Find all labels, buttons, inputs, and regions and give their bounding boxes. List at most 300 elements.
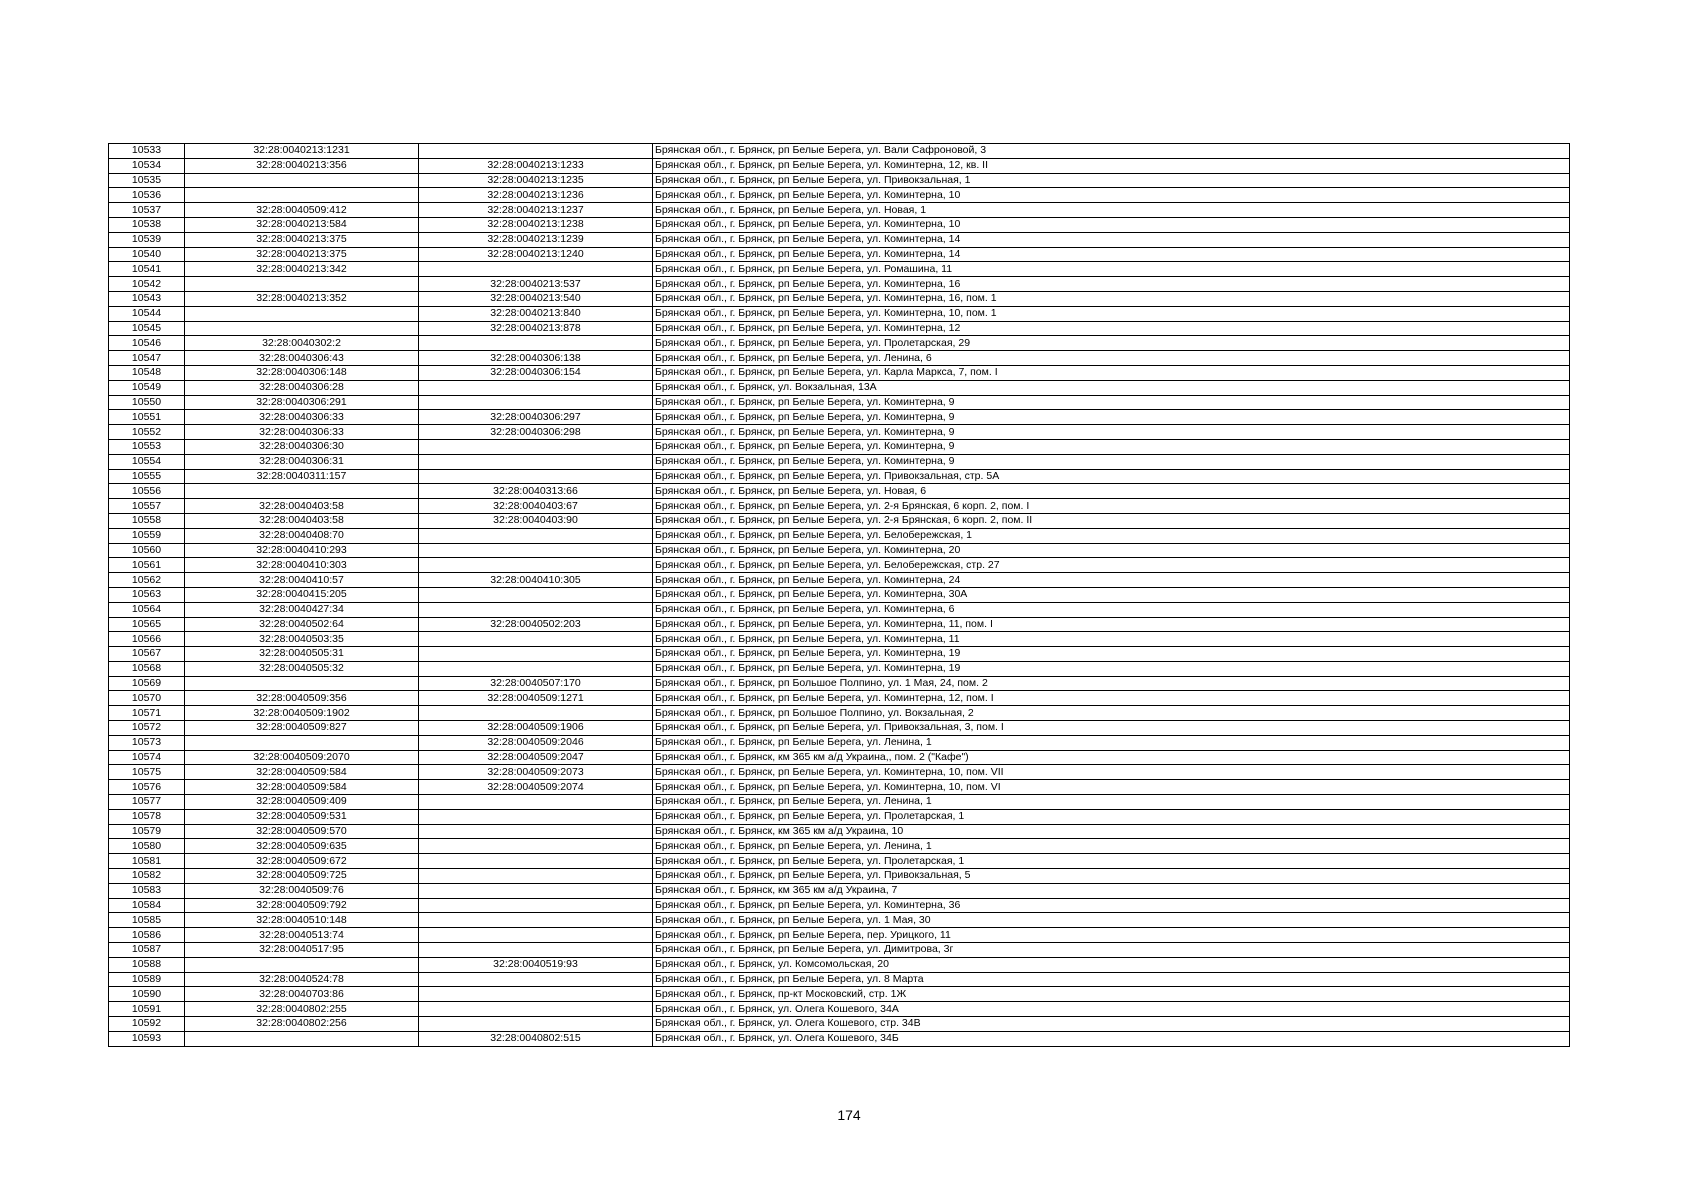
table-row — [109, 854, 1570, 869]
row-number-cell: 10533 — [109, 144, 185, 159]
address-cell: Брянская обл., г. Брянск, рп Белые Берега, ул. 1 Мая, 30 — [653, 913, 1570, 928]
address-cell: Брянская обл., г. Брянск, рп Белые Берега, ул. Димитрова, 3г — [653, 943, 1570, 958]
object-cadastral-number-cell: 32:28:0040213:540 — [419, 291, 653, 306]
object-cadastral-number-cell — [419, 943, 653, 958]
table-row — [109, 928, 1570, 943]
object-cadastral-number-cell — [419, 647, 653, 662]
row-number-cell: 10566 — [109, 632, 185, 647]
table-row — [109, 543, 1570, 558]
table-row — [109, 883, 1570, 898]
cadastral-number-cell: 32:28:0040802:256 — [185, 1017, 419, 1032]
address-cell: Брянская обл., г. Брянск, рп Белые Берега, ул. Коминтерна, 30А — [653, 587, 1570, 602]
address-cell: Брянская обл., г. Брянск, рп Белые Берега, ул. Коминтерна, 12 — [653, 321, 1570, 336]
table-row — [109, 351, 1570, 366]
table-row — [109, 291, 1570, 306]
cadastral-number-cell: 32:28:0040703:86 — [185, 987, 419, 1002]
cadastral-number-cell — [185, 1031, 419, 1046]
row-number-cell: 10546 — [109, 336, 185, 351]
row-number-cell: 10574 — [109, 750, 185, 765]
table-row — [109, 262, 1570, 277]
row-number-cell: 10561 — [109, 558, 185, 573]
table-row — [109, 780, 1570, 795]
object-cadastral-number-cell — [419, 913, 653, 928]
address-cell: Брянская обл., г. Брянск, рп Белые Берега, ул. Коминтерна, 6 — [653, 602, 1570, 617]
address-cell: Брянская обл., г. Брянск, рп Белые Берега, ул. Ромашина, 11 — [653, 262, 1570, 277]
address-cell: Брянская обл., г. Брянск, рп Белые Берега, ул. Коминтерна, 20 — [653, 543, 1570, 558]
cadastral-number-cell: 32:28:0040503:35 — [185, 632, 419, 647]
object-cadastral-number-cell: 32:28:0040802:515 — [419, 1031, 653, 1046]
address-cell: Брянская обл., г. Брянск, рп Белые Берега, ул. Ленина, 1 — [653, 795, 1570, 810]
address-cell: Брянская обл., г. Брянск, рп Белые Берега, ул. Коминтерна, 16 — [653, 277, 1570, 292]
address-cell: Брянская обл., г. Брянск, рп Белые Берега, ул. Коминтерна, 9 — [653, 439, 1570, 454]
cadastral-number-cell: 32:28:0040213:375 — [185, 247, 419, 262]
cadastral-number-cell: 32:28:0040505:32 — [185, 661, 419, 676]
object-cadastral-number-cell: 32:28:0040213:1233 — [419, 158, 653, 173]
table-row — [109, 765, 1570, 780]
address-cell: Брянская обл., г. Брянск, пр-кт Московский, стр. 1Ж — [653, 987, 1570, 1002]
object-cadastral-number-cell — [419, 795, 653, 810]
row-number-cell: 10570 — [109, 691, 185, 706]
object-cadastral-number-cell: 32:28:0040213:1239 — [419, 232, 653, 247]
cadastral-number-cell: 32:28:0040410:303 — [185, 558, 419, 573]
registry-table-body — [109, 144, 1570, 1047]
cadastral-number-cell: 32:28:0040509:827 — [185, 721, 419, 736]
cadastral-number-cell: 32:28:0040410:57 — [185, 573, 419, 588]
address-cell: Брянская обл., г. Брянск, ул. Олега Кошевого, 34Б — [653, 1031, 1570, 1046]
row-number-cell: 10543 — [109, 291, 185, 306]
cadastral-number-cell: 32:28:0040505:31 — [185, 647, 419, 662]
row-number-cell: 10541 — [109, 262, 185, 277]
cadastral-number-cell: 32:28:0040306:28 — [185, 380, 419, 395]
address-cell: Брянская обл., г. Брянск, рп Белые Берега, ул. Новая, 1 — [653, 203, 1570, 218]
table-row — [109, 735, 1570, 750]
table-row — [109, 217, 1570, 232]
row-number-cell: 10589 — [109, 972, 185, 987]
table-row — [109, 957, 1570, 972]
cadastral-number-cell: 32:28:0040509:584 — [185, 780, 419, 795]
address-cell: Брянская обл., г. Брянск, рп Белые Берега, ул. Коминтерна, 9 — [653, 395, 1570, 410]
cadastral-number-cell: 32:28:0040509:531 — [185, 809, 419, 824]
row-number-cell: 10577 — [109, 795, 185, 810]
cadastral-number-cell: 32:28:0040306:43 — [185, 351, 419, 366]
cadastral-number-cell — [185, 277, 419, 292]
object-cadastral-number-cell: 32:28:0040306:138 — [419, 351, 653, 366]
object-cadastral-number-cell: 32:28:0040507:170 — [419, 676, 653, 691]
table-row — [109, 676, 1570, 691]
cadastral-number-cell: 32:28:0040403:58 — [185, 513, 419, 528]
address-cell: Брянская обл., г. Брянск, рп Белые Берега, ул. Коминтерна, 11, пом. I — [653, 617, 1570, 632]
table-row — [109, 173, 1570, 188]
cadastral-number-cell — [185, 306, 419, 321]
address-cell: Брянская обл., г. Брянск, рп Белые Берега, ул. Ленина, 6 — [653, 351, 1570, 366]
row-number-cell: 10552 — [109, 425, 185, 440]
cadastral-number-cell — [185, 735, 419, 750]
cadastral-number-cell: 32:28:0040302:2 — [185, 336, 419, 351]
table-row — [109, 587, 1570, 602]
row-number-cell: 10544 — [109, 306, 185, 321]
table-row — [109, 809, 1570, 824]
cadastral-number-cell: 32:28:0040213:1231 — [185, 144, 419, 159]
row-number-cell: 10555 — [109, 469, 185, 484]
cadastral-number-cell: 32:28:0040306:148 — [185, 365, 419, 380]
object-cadastral-number-cell — [419, 587, 653, 602]
table-row — [109, 869, 1570, 884]
address-cell: Брянская обл., г. Брянск, рп Белые Берега, ул. Карла Маркса, 7, пом. I — [653, 365, 1570, 380]
object-cadastral-number-cell — [419, 883, 653, 898]
table-row — [109, 632, 1570, 647]
object-cadastral-number-cell — [419, 809, 653, 824]
row-number-cell: 10564 — [109, 602, 185, 617]
address-cell: Брянская обл., г. Брянск, рп Белые Берега, ул. Коминтерна, 9 — [653, 425, 1570, 440]
table-row — [109, 617, 1570, 632]
table-row — [109, 410, 1570, 425]
row-number-cell: 10558 — [109, 513, 185, 528]
cadastral-number-cell: 32:28:0040517:95 — [185, 943, 419, 958]
address-cell: Брянская обл., г. Брянск, рп Белые Берега, ул. Коминтерна, 10 — [653, 217, 1570, 232]
table-row — [109, 661, 1570, 676]
table-row — [109, 232, 1570, 247]
object-cadastral-number-cell — [419, 928, 653, 943]
table-row — [109, 558, 1570, 573]
address-cell: Брянская обл., г. Брянск, рп Белые Берега, ул. Коминтерна, 10 — [653, 188, 1570, 203]
object-cadastral-number-cell — [419, 854, 653, 869]
object-cadastral-number-cell — [419, 439, 653, 454]
object-cadastral-number-cell: 32:28:0040306:154 — [419, 365, 653, 380]
address-cell: Брянская обл., г. Брянск, рп Белые Берега, ул. Пролетарская, 1 — [653, 809, 1570, 824]
row-number-cell: 10568 — [109, 661, 185, 676]
table-row — [109, 602, 1570, 617]
table-row — [109, 750, 1570, 765]
row-number-cell: 10551 — [109, 410, 185, 425]
row-number-cell: 10536 — [109, 188, 185, 203]
cadastral-number-cell: 32:28:0040213:352 — [185, 291, 419, 306]
address-cell: Брянская обл., г. Брянск, рп Белые Берега, ул. Новая, 6 — [653, 484, 1570, 499]
object-cadastral-number-cell — [419, 262, 653, 277]
object-cadastral-number-cell: 32:28:0040213:537 — [419, 277, 653, 292]
cadastral-number-cell — [185, 188, 419, 203]
address-cell: Брянская обл., г. Брянск, рп Белые Берега, пер. Урицкого, 11 — [653, 928, 1570, 943]
object-cadastral-number-cell — [419, 987, 653, 1002]
table-row — [109, 188, 1570, 203]
object-cadastral-number-cell — [419, 144, 653, 159]
object-cadastral-number-cell — [419, 543, 653, 558]
cadastral-number-cell: 32:28:0040509:76 — [185, 883, 419, 898]
cadastral-number-cell: 32:28:0040509:725 — [185, 869, 419, 884]
row-number-cell: 10584 — [109, 898, 185, 913]
cadastral-number-cell: 32:28:0040306:33 — [185, 410, 419, 425]
object-cadastral-number-cell — [419, 824, 653, 839]
object-cadastral-number-cell — [419, 972, 653, 987]
table-row — [109, 203, 1570, 218]
address-cell: Брянская обл., г. Брянск, рп Белые Берега, ул. Коминтерна, 19 — [653, 647, 1570, 662]
table-row — [109, 277, 1570, 292]
cadastral-number-cell: 32:28:0040213:584 — [185, 217, 419, 232]
object-cadastral-number-cell: 32:28:0040410:305 — [419, 573, 653, 588]
address-cell: Брянская обл., г. Брянск, км 365 км а/д Украина, 7 — [653, 883, 1570, 898]
cadastral-number-cell: 32:28:0040403:58 — [185, 499, 419, 514]
object-cadastral-number-cell: 32:28:0040502:203 — [419, 617, 653, 632]
object-cadastral-number-cell — [419, 869, 653, 884]
cadastral-number-cell: 32:28:0040509:635 — [185, 839, 419, 854]
table-row — [109, 795, 1570, 810]
address-cell: Брянская обл., г. Брянск, рп Белые Берега, ул. Коминтерна, 36 — [653, 898, 1570, 913]
row-number-cell: 10557 — [109, 499, 185, 514]
table-row — [109, 247, 1570, 262]
address-cell: Брянская обл., г. Брянск, рп Белые Берега, ул. Коминтерна, 9 — [653, 410, 1570, 425]
object-cadastral-number-cell: 32:28:0040213:840 — [419, 306, 653, 321]
row-number-cell: 10571 — [109, 706, 185, 721]
table-row — [109, 824, 1570, 839]
table-row — [109, 395, 1570, 410]
table-row — [109, 721, 1570, 736]
object-cadastral-number-cell: 32:28:0040213:1237 — [419, 203, 653, 218]
table-row — [109, 365, 1570, 380]
cadastral-number-cell: 32:28:0040306:33 — [185, 425, 419, 440]
row-number-cell: 10559 — [109, 528, 185, 543]
row-number-cell: 10539 — [109, 232, 185, 247]
object-cadastral-number-cell: 32:28:0040509:1906 — [419, 721, 653, 736]
table-row — [109, 454, 1570, 469]
object-cadastral-number-cell — [419, 395, 653, 410]
row-number-cell: 10582 — [109, 869, 185, 884]
row-number-cell: 10583 — [109, 883, 185, 898]
table-row — [109, 1031, 1570, 1046]
cadastral-number-cell: 32:28:0040427:34 — [185, 602, 419, 617]
row-number-cell: 10593 — [109, 1031, 185, 1046]
cadastral-number-cell: 32:28:0040509:412 — [185, 203, 419, 218]
row-number-cell: 10549 — [109, 380, 185, 395]
row-number-cell: 10585 — [109, 913, 185, 928]
table-row — [109, 972, 1570, 987]
address-cell: Брянская обл., г. Брянск, рп Белые Берега, ул. Коминтерна, 10, пом. VII — [653, 765, 1570, 780]
address-cell: Брянская обл., г. Брянск, ул. Олега Кошевого, 34А — [653, 1002, 1570, 1017]
object-cadastral-number-cell: 32:28:0040509:2073 — [419, 765, 653, 780]
cadastral-number-cell: 32:28:0040509:409 — [185, 795, 419, 810]
table-row — [109, 1017, 1570, 1032]
row-number-cell: 10547 — [109, 351, 185, 366]
cadastral-number-cell: 32:28:0040509:356 — [185, 691, 419, 706]
cadastral-number-cell: 32:28:0040306:31 — [185, 454, 419, 469]
cadastral-number-cell — [185, 484, 419, 499]
object-cadastral-number-cell — [419, 661, 653, 676]
table-row — [109, 484, 1570, 499]
address-cell: Брянская обл., г. Брянск, рп Белые Берега, ул. Привокзальная, 3, пом. I — [653, 721, 1570, 736]
row-number-cell: 10581 — [109, 854, 185, 869]
cadastral-number-cell — [185, 676, 419, 691]
address-cell: Брянская обл., г. Брянск, рп Белые Берега, ул. Коминтерна, 14 — [653, 247, 1570, 262]
row-number-cell: 10587 — [109, 943, 185, 958]
object-cadastral-number-cell — [419, 632, 653, 647]
row-number-cell: 10562 — [109, 573, 185, 588]
table-row — [109, 306, 1570, 321]
object-cadastral-number-cell: 32:28:0040509:2046 — [419, 735, 653, 750]
object-cadastral-number-cell: 32:28:0040213:1235 — [419, 173, 653, 188]
cadastral-number-cell: 32:28:0040306:291 — [185, 395, 419, 410]
object-cadastral-number-cell — [419, 454, 653, 469]
object-cadastral-number-cell: 32:28:0040509:2047 — [419, 750, 653, 765]
address-cell: Брянская обл., г. Брянск, рп Белые Берега, ул. Коминтерна, 10, пом. VI — [653, 780, 1570, 795]
address-cell: Брянская обл., г. Брянск, рп Белые Берега, ул. Вали Сафроновой, 3 — [653, 144, 1570, 159]
row-number-cell: 10545 — [109, 321, 185, 336]
cadastral-number-cell: 32:28:0040510:148 — [185, 913, 419, 928]
row-number-cell: 10542 — [109, 277, 185, 292]
address-cell: Брянская обл., г. Брянск, рп Белые Берега, ул. 8 Марта — [653, 972, 1570, 987]
address-cell: Брянская обл., г. Брянск, км 365 км а/д Украина,, пом. 2 ("Кафе") — [653, 750, 1570, 765]
table-row — [109, 469, 1570, 484]
object-cadastral-number-cell: 32:28:0040306:298 — [419, 425, 653, 440]
object-cadastral-number-cell — [419, 380, 653, 395]
object-cadastral-number-cell: 32:28:0040213:1240 — [419, 247, 653, 262]
object-cadastral-number-cell — [419, 1002, 653, 1017]
row-number-cell: 10588 — [109, 957, 185, 972]
object-cadastral-number-cell — [419, 898, 653, 913]
object-cadastral-number-cell — [419, 602, 653, 617]
cadastral-number-cell: 32:28:0040513:74 — [185, 928, 419, 943]
address-cell: Брянская обл., г. Брянск, рп Белые Берега, ул. Пролетарская, 1 — [653, 854, 1570, 869]
table-row — [109, 647, 1570, 662]
table-row — [109, 1002, 1570, 1017]
row-number-cell: 10560 — [109, 543, 185, 558]
cadastral-number-cell: 32:28:0040509:570 — [185, 824, 419, 839]
table-row — [109, 573, 1570, 588]
row-number-cell: 10537 — [109, 203, 185, 218]
address-cell: Брянская обл., г. Брянск, рп Белые Берега, ул. Белобережская, стр. 27 — [653, 558, 1570, 573]
address-cell: Брянская обл., г. Брянск, рп Белые Берега, ул. Коминтерна, 9 — [653, 454, 1570, 469]
address-cell: Брянская обл., г. Брянск, ул. Вокзальная, 13А — [653, 380, 1570, 395]
cadastral-number-cell: 32:28:0040509:2070 — [185, 750, 419, 765]
object-cadastral-number-cell: 32:28:0040509:2074 — [419, 780, 653, 795]
table-row — [109, 513, 1570, 528]
cadastral-number-cell: 32:28:0040509:1902 — [185, 706, 419, 721]
cadastral-number-cell — [185, 173, 419, 188]
table-row — [109, 499, 1570, 514]
row-number-cell: 10556 — [109, 484, 185, 499]
cadastral-number-cell: 32:28:0040213:356 — [185, 158, 419, 173]
object-cadastral-number-cell: 32:28:0040213:1238 — [419, 217, 653, 232]
registry-table — [108, 143, 1570, 1047]
cadastral-number-cell — [185, 321, 419, 336]
table-row — [109, 943, 1570, 958]
address-cell: Брянская обл., г. Брянск, рп Белые Берега, ул. Коминтерна, 10, пом. 1 — [653, 306, 1570, 321]
address-cell: Брянская обл., г. Брянск, рп Белые Берега, ул. Коминтерна, 12, кв. II — [653, 158, 1570, 173]
cadastral-number-cell: 32:28:0040509:792 — [185, 898, 419, 913]
address-cell: Брянская обл., г. Брянск, ул. Комсомольская, 20 — [653, 957, 1570, 972]
address-cell: Брянская обл., г. Брянск, рп Большое Полпино, ул. 1 Мая, 24, пом. 2 — [653, 676, 1570, 691]
cadastral-number-cell: 32:28:0040415:205 — [185, 587, 419, 602]
table-row — [109, 321, 1570, 336]
row-number-cell: 10540 — [109, 247, 185, 262]
row-number-cell: 10565 — [109, 617, 185, 632]
row-number-cell: 10567 — [109, 647, 185, 662]
object-cadastral-number-cell — [419, 528, 653, 543]
cadastral-number-cell: 32:28:0040410:293 — [185, 543, 419, 558]
address-cell: Брянская обл., г. Брянск, рп Большое Полпино, ул. Вокзальная, 2 — [653, 706, 1570, 721]
table-row — [109, 158, 1570, 173]
address-cell: Брянская обл., г. Брянск, рп Белые Берега, ул. Ленина, 1 — [653, 735, 1570, 750]
object-cadastral-number-cell: 32:28:0040306:297 — [419, 410, 653, 425]
table-row — [109, 439, 1570, 454]
cadastral-number-cell: 32:28:0040524:78 — [185, 972, 419, 987]
object-cadastral-number-cell — [419, 558, 653, 573]
address-cell: Брянская обл., г. Брянск, рп Белые Берега, ул. Коминтерна, 11 — [653, 632, 1570, 647]
page-number: 174 — [837, 1107, 861, 1123]
address-cell: Брянская обл., г. Брянск, рп Белые Берега, ул. 2-я Брянская, 6 корп. 2, пом. II — [653, 513, 1570, 528]
object-cadastral-number-cell — [419, 336, 653, 351]
row-number-cell: 10572 — [109, 721, 185, 736]
row-number-cell: 10535 — [109, 173, 185, 188]
row-number-cell: 10548 — [109, 365, 185, 380]
cadastral-number-cell: 32:28:0040213:342 — [185, 262, 419, 277]
object-cadastral-number-cell — [419, 839, 653, 854]
table-row — [109, 691, 1570, 706]
table-row — [109, 898, 1570, 913]
object-cadastral-number-cell: 32:28:0040313:66 — [419, 484, 653, 499]
row-number-cell: 10576 — [109, 780, 185, 795]
row-number-cell: 10579 — [109, 824, 185, 839]
table-row — [109, 144, 1570, 159]
cadastral-number-cell — [185, 957, 419, 972]
row-number-cell: 10578 — [109, 809, 185, 824]
row-number-cell: 10590 — [109, 987, 185, 1002]
row-number-cell: 10592 — [109, 1017, 185, 1032]
address-cell: Брянская обл., г. Брянск, рп Белые Берега, ул. 2-я Брянская, 6 корп. 2, пом. I — [653, 499, 1570, 514]
object-cadastral-number-cell — [419, 469, 653, 484]
row-number-cell: 10554 — [109, 454, 185, 469]
table-row — [109, 528, 1570, 543]
address-cell: Брянская обл., г. Брянск, рп Белые Берега, ул. Коминтерна, 24 — [653, 573, 1570, 588]
table-row — [109, 336, 1570, 351]
address-cell: Брянская обл., г. Брянск, рп Белые Берега, ул. Привокзальная, 5 — [653, 869, 1570, 884]
cadastral-number-cell: 32:28:0040311:157 — [185, 469, 419, 484]
cadastral-number-cell: 32:28:0040306:30 — [185, 439, 419, 454]
row-number-cell: 10573 — [109, 735, 185, 750]
address-cell: Брянская обл., г. Брянск, рп Белые Берега, ул. Коминтерна, 19 — [653, 661, 1570, 676]
address-cell: Брянская обл., г. Брянск, рп Белые Берега, ул. Ленина, 1 — [653, 839, 1570, 854]
row-number-cell: 10575 — [109, 765, 185, 780]
row-number-cell: 10563 — [109, 587, 185, 602]
address-cell: Брянская обл., г. Брянск, рп Белые Берега, ул. Коминтерна, 14 — [653, 232, 1570, 247]
cadastral-number-cell: 32:28:0040213:375 — [185, 232, 419, 247]
row-number-cell: 10553 — [109, 439, 185, 454]
address-cell: Брянская обл., г. Брянск, км 365 км а/д Украина, 10 — [653, 824, 1570, 839]
row-number-cell: 10550 — [109, 395, 185, 410]
object-cadastral-number-cell: 32:28:0040519:93 — [419, 957, 653, 972]
row-number-cell: 10580 — [109, 839, 185, 854]
cadastral-number-cell: 32:28:0040509:584 — [185, 765, 419, 780]
cadastral-number-cell: 32:28:0040408:70 — [185, 528, 419, 543]
table-row — [109, 706, 1570, 721]
table-row — [109, 839, 1570, 854]
cadastral-number-cell: 32:28:0040502:64 — [185, 617, 419, 632]
cadastral-number-cell: 32:28:0040802:255 — [185, 1002, 419, 1017]
row-number-cell: 10538 — [109, 217, 185, 232]
object-cadastral-number-cell: 32:28:0040213:1236 — [419, 188, 653, 203]
object-cadastral-number-cell: 32:28:0040403:67 — [419, 499, 653, 514]
row-number-cell: 10569 — [109, 676, 185, 691]
row-number-cell: 10534 — [109, 158, 185, 173]
object-cadastral-number-cell: 32:28:0040403:90 — [419, 513, 653, 528]
address-cell: Брянская обл., г. Брянск, ул. Олега Кошевого, стр. 34В — [653, 1017, 1570, 1032]
address-cell: Брянская обл., г. Брянск, рп Белые Берега, ул. Пролетарская, 29 — [653, 336, 1570, 351]
address-cell: Брянская обл., г. Брянск, рп Белые Берега, ул. Белобережская, 1 — [653, 528, 1570, 543]
address-cell: Брянская обл., г. Брянск, рп Белые Берега, ул. Коминтерна, 12, пом. I — [653, 691, 1570, 706]
object-cadastral-number-cell: 32:28:0040509:1271 — [419, 691, 653, 706]
table-row — [109, 987, 1570, 1002]
table-row — [109, 425, 1570, 440]
object-cadastral-number-cell — [419, 1017, 653, 1032]
cadastral-number-cell: 32:28:0040509:672 — [185, 854, 419, 869]
row-number-cell: 10591 — [109, 1002, 185, 1017]
